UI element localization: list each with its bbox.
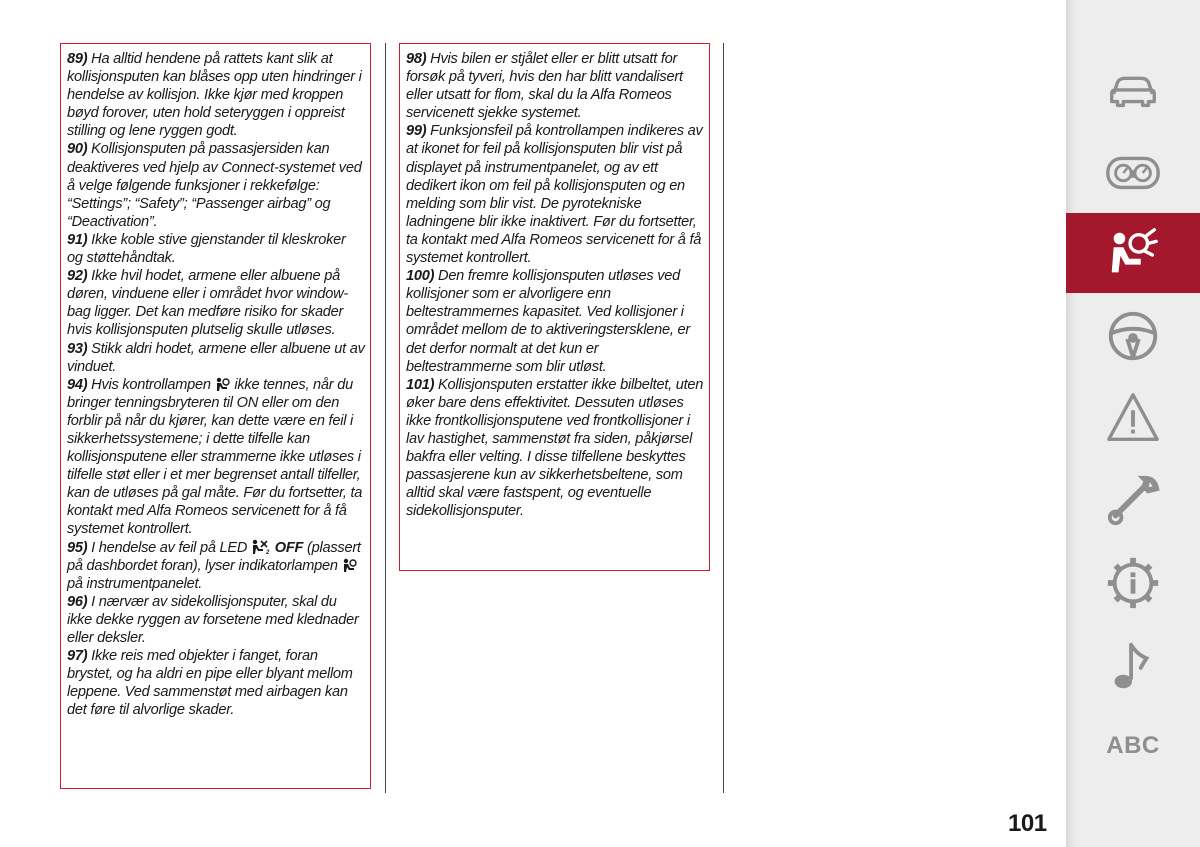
note-95: 95) I hendelse av feil på LED 2 OFF (plassert på dashbordet foran), lyser indikatorlampen på instrumentpanelet. [67, 539, 361, 592]
note-94: 94) Hvis kontrollampen ikke tennes, når du bringer tenningsbryteren til ON eller om den forblir på når du kjører, kan dette være en feil i sikkerhetssystemene; i dette tilfelle kan kollisjonsputene eller strammerne ikke utløses i tilfelle støt eller i et mer begrenset antall tilfeller, kan de utløses på gal måte. Før du fortsetter, ta kontakt med Alfa Romeos servicenett for å få systemet kontrollert. [67, 376, 363, 538]
car-icon [1104, 59, 1162, 117]
tab-technical-data[interactable] [1066, 543, 1200, 623]
dashboard-icon [1104, 143, 1162, 201]
note-101: 101) Kollisjonsputen erstatter ikke bilbeltet, uten øker bare dens effektivitet. Dessuten utløses ikke frontkollisjonsputene ved frontkollisjoner i lav hastighet, sammenstøt fra siden, påkjørsel bakfra eller velting. I disse tilfellene beskyttes passasjerene kun av sikkerhetsbeltene, som alltid skal være fastspent, og eventuelle sidekollisjonsputer. [406, 376, 704, 520]
page-number: 101 [1008, 810, 1047, 837]
airbag-warning-icon [215, 377, 231, 392]
tab-maintenance[interactable] [1066, 460, 1200, 540]
tab-index[interactable] [1066, 706, 1200, 786]
column-divider-right [723, 43, 724, 793]
svg-text:2: 2 [265, 549, 270, 555]
tab-car[interactable] [1066, 48, 1200, 128]
airbag-icon [1104, 224, 1162, 282]
tab-warnings[interactable] [1066, 378, 1200, 458]
notes-column-left [60, 43, 371, 789]
tab-safety[interactable] [1066, 213, 1200, 293]
note-92: 92) Ikke hvil hodet, armene eller albuene på døren, vinduene eller i området hvor window-bag ligger. Det kan medføre risiko for skader hvis kollisjonsputen plutselig skulle utløses. [67, 268, 349, 339]
index-label: ABC [1106, 732, 1160, 759]
tab-steering[interactable] [1066, 296, 1200, 376]
tab-dashboard[interactable] [1066, 132, 1200, 212]
notes-column-right [399, 43, 710, 571]
airbag-indicator-icon [342, 558, 358, 573]
steering-wheel-icon [1104, 307, 1162, 365]
note-99: 99) Funksjonsfeil på kontrollampen indikeres av at ikonet for feil på kollisjonsputen blir vist på displayet på instrumentpanelet, og av ett dedikert ikon om feil på kollisjonsputen og en melding som blir vist. De pyrotekniske ladningene blir ikke inaktivert. Før du fortsetter, ta kontakt med Alfa Romeos servicenett for å få systemet kontrollert. [406, 123, 703, 267]
note-90: 90) Kollisjonsputen på passasjersiden kan deaktiveres ved hjelp av Connect-systemet ved å velge følgende funksjoner i rekkefølge: “Settings”; “Safety”; “Passenger airbag” og “Deactivation”. [67, 141, 362, 230]
warning-triangle-icon [1104, 389, 1162, 447]
wrench-icon [1104, 471, 1162, 529]
music-note-icon [1104, 637, 1162, 695]
note-93: 93) Stikk aldri hodet, armene eller albuene ut av vinduet. [67, 340, 365, 375]
note-97: 97) Ikke reis med objekter i fanget, foran brystet, og ha aldri en pipe eller blyant mellom leppene. Ved sammenstøt med airbagen kan det føre til alvorlige skader. [67, 648, 353, 719]
column-divider-left [385, 43, 386, 793]
chapter-sidebar [1066, 0, 1200, 847]
note-96: 96) I nærvær av sidekollisjonsputer, skal du ikke dekke ryggen av forsetene med klednader eller deksler. [67, 593, 359, 646]
passenger-airbag-off-icon [251, 539, 271, 555]
tab-multimedia[interactable] [1066, 626, 1200, 706]
note-91: 91) Ikke koble stive gjenstander til kleskroker og støttehåndtak. [67, 231, 346, 267]
info-gear-icon [1104, 554, 1162, 612]
note-100: 100) Den fremre kollisjonsputen utløses ved kollisjoner som er alvorligere enn beltestrammernes kapasitet. Ved kollisjoner i området mellom de to aktiveringstersklene, er det derfor normalt at det kun er beltestrammerne som blir utløst. [406, 268, 690, 375]
note-89: 89) Ha alltid hendene på rattets kant slik at kollisjonsputen kan blåses opp uten hindringer i hendelse av kollisjon. Ikke kjør med kroppen bøyd forover, uten hold seteryggen i oppreist stilling og lene ryggen godt. [67, 51, 362, 140]
note-98: 98) Hvis bilen er stjålet eller er blitt utsatt for forsøk på tyveri, hvis den har blitt vandalisert eller utsatt for flom, skal du la Alfa Romeos servicenett sjekke systemet. [406, 51, 683, 122]
